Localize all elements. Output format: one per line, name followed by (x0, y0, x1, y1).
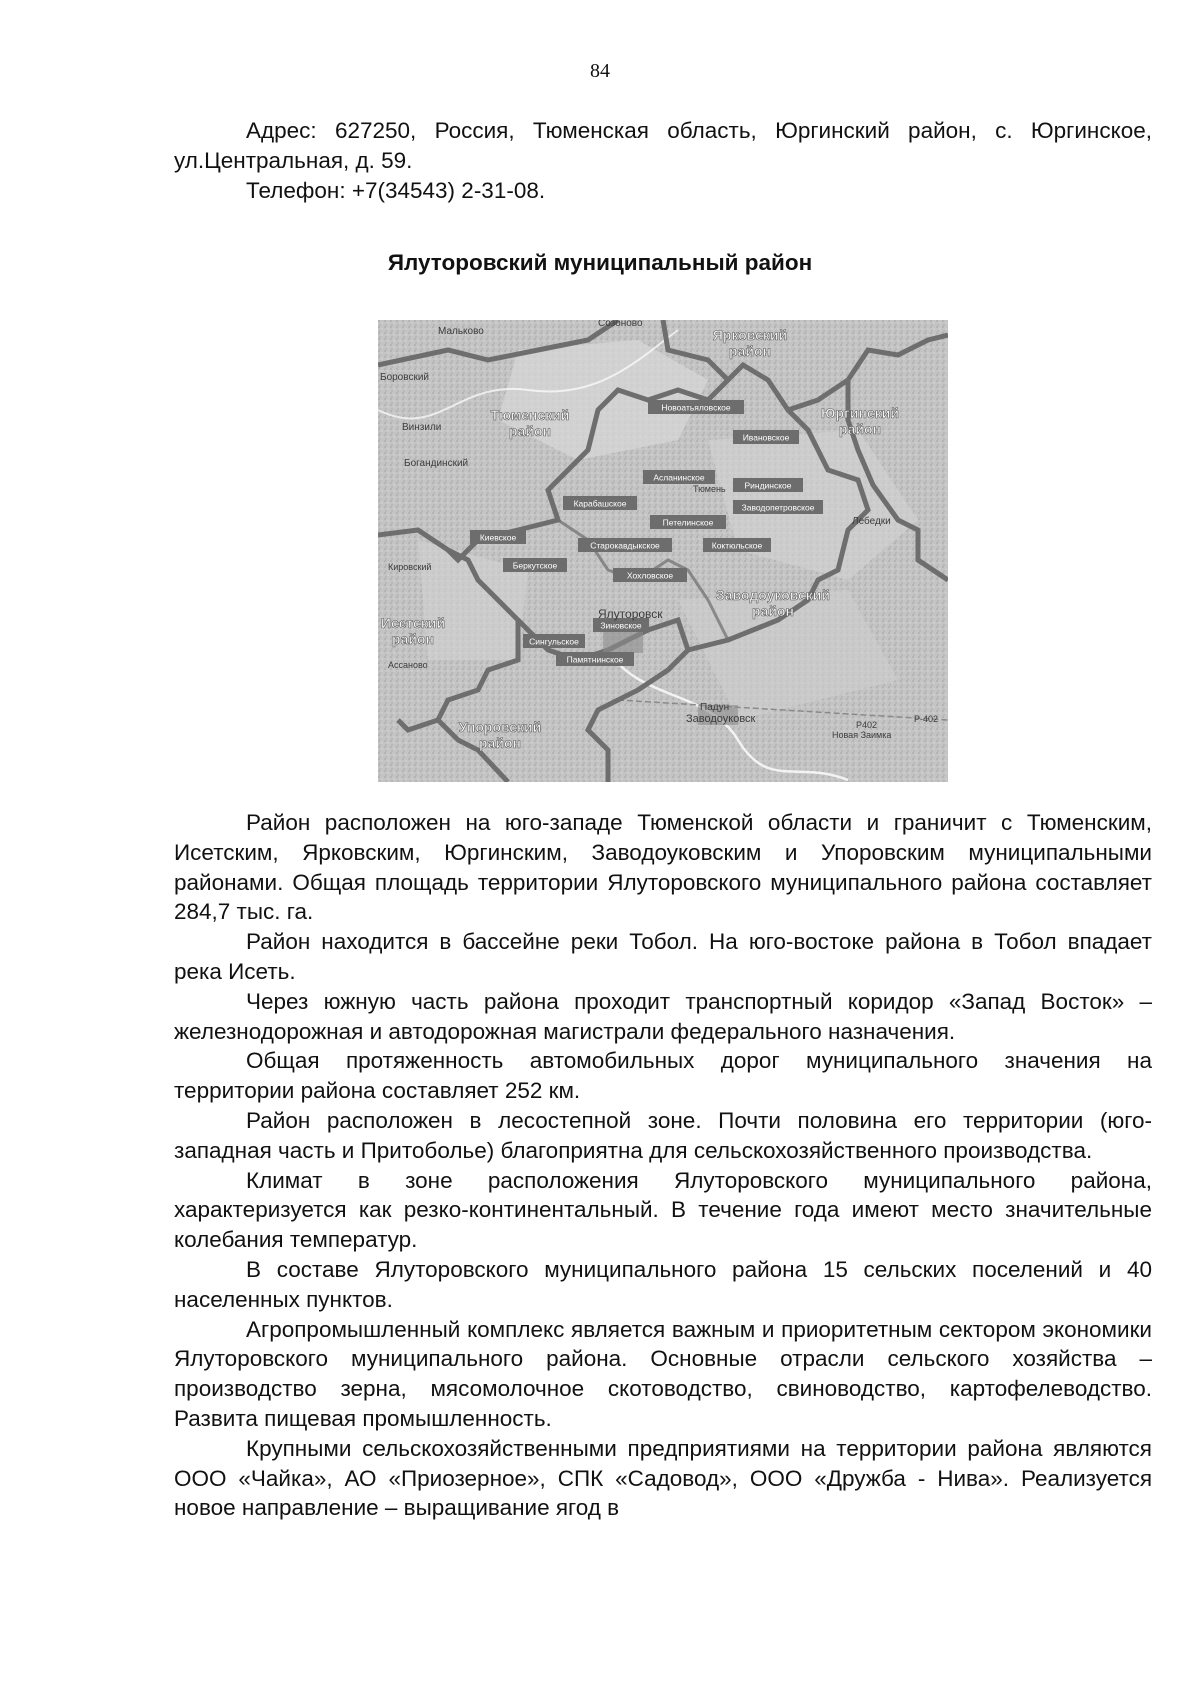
svg-text:Новоатьяловское: Новоатьяловское (661, 402, 731, 413)
map-district-label: Юргинский (821, 405, 899, 421)
map-settlement-label (563, 496, 637, 510)
address-text: Адрес: 627250, Россия, Тюменская область, Юргинский район, с. Юргинское, ул.Центральная, д. 59. (174, 118, 1152, 173)
paragraph: Район расположен на юго-западе Тюменской области и граничит с Тюменским, Исетским, Ярковским, Юргинским, Заводоуковским и Упоровским муниципальными районами. Общая площадь территории Ялуторовского муниципального района составляет 284,7 тыс. га. (174, 810, 1152, 925)
map-district-label: Ярковский (712, 327, 788, 343)
paragraph: Район расположен в лесостепной зоне. Почти половина его территории (юго-западная часть и Притоболье) благоприятна для сельскохозяйственного производства. (174, 1107, 1152, 1163)
svg-text:Заводопетровское: Заводопетровское (741, 502, 815, 513)
svg-text:Сингульское: Сингульское (529, 636, 579, 647)
map-place-label: Тюмень (693, 484, 726, 494)
map-settlement-label (650, 515, 726, 529)
map-place-label: Ассаново (388, 660, 428, 670)
map-place-label: Кировский (388, 562, 432, 572)
map-district-label: Упоровский (458, 719, 542, 735)
map-settlement-label (578, 538, 672, 552)
map-district-label: район (392, 631, 434, 647)
map-place-label: Мальково (438, 326, 484, 337)
map-district-label: район (729, 343, 771, 359)
district-map (378, 320, 948, 782)
map-place-label: Падун (700, 702, 730, 713)
map-settlement-label (733, 430, 799, 444)
phone-text: Телефон: +7(34543) 2-31-08. (246, 178, 546, 203)
svg-text:Беркутское: Беркутское (512, 560, 558, 571)
map-place-label: Боровский (380, 372, 429, 383)
map-district-label: район (752, 603, 794, 619)
page-number: 84 (590, 60, 610, 82)
paragraph: Климат в зоне расположения Ялуторовского муниципального района, характеризуется как резко-континентальный. В течение года имеют место значительные колебания температур. (174, 1167, 1152, 1253)
svg-text:Петелинское: Петелинское (662, 517, 714, 528)
map-district-label: район (479, 735, 521, 751)
svg-text:Памятнинское: Памятнинское (566, 654, 624, 665)
svg-text:Хохловское: Хохловское (626, 570, 674, 581)
svg-text:Риндинское: Риндинское (744, 480, 792, 491)
map-settlement-label (523, 634, 585, 648)
map-place-label: Новая Заимка (832, 730, 892, 740)
svg-text:Карабашское: Карабашское (573, 498, 627, 509)
map-settlement-label (733, 478, 803, 492)
map-settlement-label (733, 500, 823, 514)
svg-text:Ивановское: Ивановское (742, 432, 790, 443)
map-settlement-label (703, 538, 771, 552)
contact-block (174, 116, 1152, 206)
map-settlement-label (556, 652, 634, 666)
map-place-label: Богандинский (404, 458, 469, 469)
paragraph: В составе Ялуторовского муниципального района 15 сельских поселений и 40 населенных пунктов. (174, 1256, 1152, 1312)
map-place-label: Заводоуковск (686, 713, 756, 725)
map-settlement-label (643, 470, 715, 484)
map-settlement-label (648, 400, 744, 414)
map-settlement-label (503, 558, 567, 572)
map-place-label: Ялуторовск (598, 607, 663, 621)
svg-text:Асланинское: Асланинское (653, 472, 705, 483)
map-place-label: Р-402 (914, 714, 939, 724)
map-district-label: Тюменский (490, 407, 570, 423)
svg-text:Коктюльское: Коктюльское (711, 540, 763, 551)
map-district-label: район (839, 421, 881, 437)
paragraph: Через южную часть района проходит транспортный коридор «Запад Восток» – железнодорожная и автодорожная магистрали федерального назначения. (174, 988, 1152, 1044)
paragraph: Крупными сельскохозяйственными предприятиями на территории района являются ООО «Чайка», АО «Приозерное», СПК «Садовод», ООО «Дружба - Нива». Реализуется новое направление – выращивание ягод в (174, 1435, 1152, 1521)
section-title: Ялуторовский муниципальный район (387, 250, 813, 275)
body-text (174, 808, 1152, 1523)
paragraph: Агропромышленный комплекс является важным и приоритетным сектором экономики Ялуторовского муниципального района. Основные отрасли сельского хозяйства – производство зерна, мясомолочное скотоводство, свиноводство, картофелеводство. Развита пищевая промышленность. (174, 1316, 1152, 1431)
paragraph: Общая протяженность автомобильных дорог муниципального значения на территории района составляет 252 км. (174, 1048, 1152, 1104)
map-place-label: Лебедки (852, 516, 891, 527)
map-place-label: Винзили (402, 422, 442, 433)
svg-text:Зиновское: Зиновское (600, 620, 642, 631)
svg-text:Старокавдыкское: Старокавдыкское (590, 540, 660, 551)
map-district-label: Заводоуковский (715, 587, 831, 603)
map-place-label: Р402 (856, 720, 878, 730)
svg-text:Киевское: Киевское (479, 532, 517, 543)
map-settlement-label (613, 568, 687, 582)
map-district-label: Исетский (380, 615, 446, 631)
district-map-svg (378, 320, 948, 782)
map-place-label: Созоново (598, 320, 643, 329)
map-settlement-label (470, 530, 526, 544)
paragraph: Район находится в бассейне реки Тобол. На юго-востоке района в Тобол впадает река Исеть. (174, 929, 1152, 984)
map-district-label: район (509, 423, 551, 439)
